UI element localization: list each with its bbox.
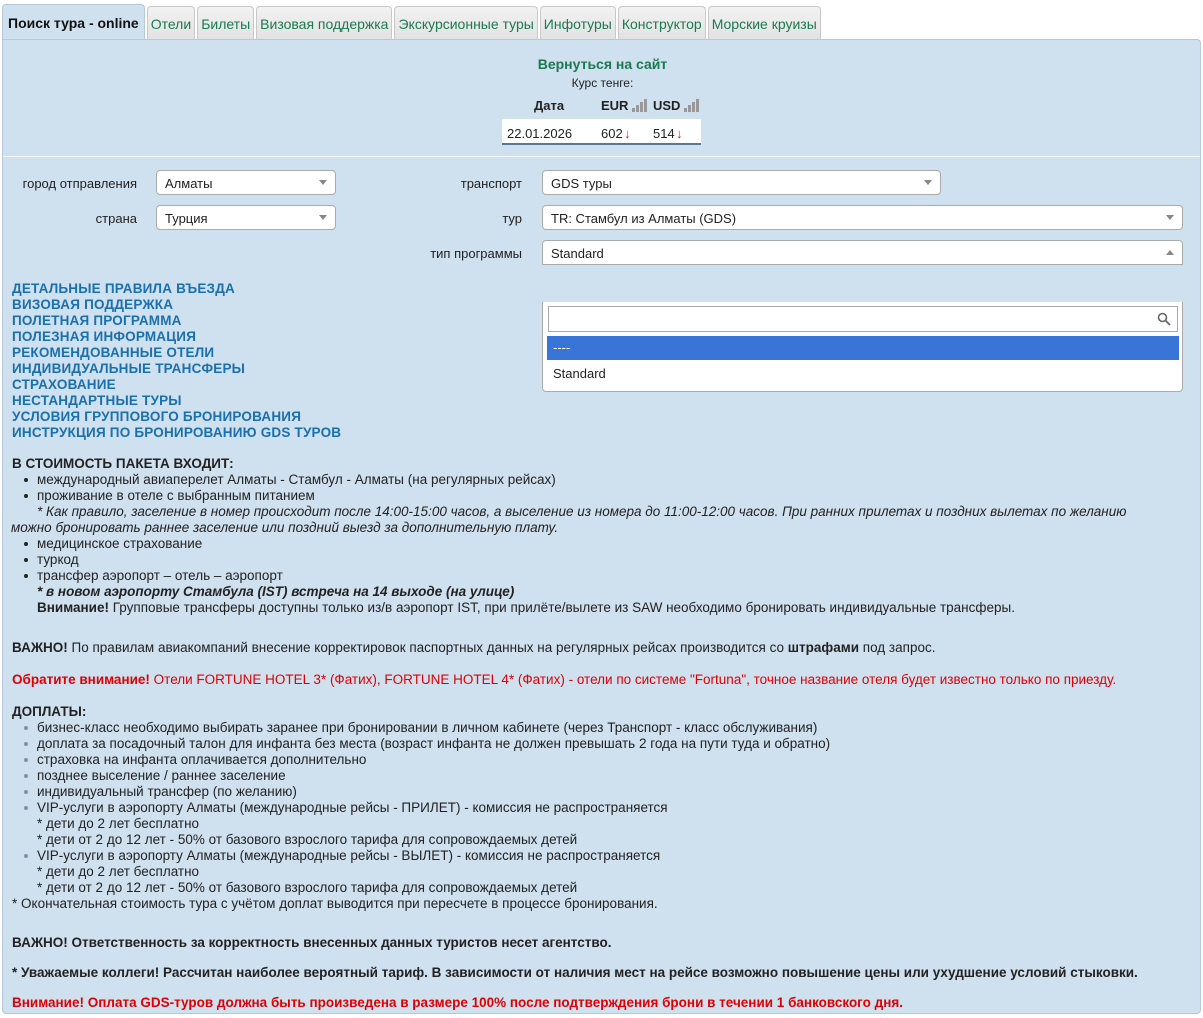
chevron-down-icon xyxy=(319,215,327,220)
country-select[interactable] xyxy=(156,205,336,230)
tab-constructor[interactable]: Конструктор xyxy=(618,6,706,40)
link-useful-info[interactable]: ПОЛЕЗНАЯ ИНФОРМАЦИЯ xyxy=(12,329,197,344)
link-entry-rules[interactable]: ДЕТАЛЬНЫЕ ПРАВИЛА ВЪЕЗДА xyxy=(12,281,235,296)
list-item xyxy=(20,800,830,848)
package-list xyxy=(11,472,1127,616)
program-type-value: Standard xyxy=(551,246,604,261)
important-text-end: под запрос. xyxy=(859,640,936,655)
tour-label: тур xyxy=(502,211,522,226)
tab-excursion-tours[interactable]: Экскурсионные туры xyxy=(394,6,537,40)
transport-label: транспорт xyxy=(460,176,522,191)
list-item: индивидуальный трансфер (по желанию) xyxy=(20,784,830,800)
program-type-select[interactable] xyxy=(542,240,1183,265)
country-label: страна xyxy=(95,211,137,226)
info-links xyxy=(12,281,341,441)
search-icon xyxy=(1157,312,1171,326)
important-passport-note xyxy=(12,640,935,656)
tab-tour-search[interactable]: Поиск тура - online xyxy=(2,4,145,40)
rate-usd-value: 514 xyxy=(653,126,675,141)
important-label: ВАЖНО! xyxy=(12,640,68,655)
attention-label: Внимание! xyxy=(37,600,109,615)
list-item xyxy=(20,568,1126,616)
list-item: доплата за посадочный талон для инфанта без места (возраст инфанта не должен превышать 2 года на пути туда и обратно) xyxy=(20,736,830,752)
chevron-down-icon xyxy=(319,180,327,185)
dropdown-option-empty[interactable]: ---- xyxy=(547,336,1179,360)
list-item: туркод xyxy=(20,552,1126,568)
exchange-rate-table xyxy=(501,90,702,146)
extras-section xyxy=(12,704,830,912)
tab-tickets[interactable]: Билеты xyxy=(197,6,254,40)
link-visa-support[interactable]: ВИЗОВАЯ ПОДДЕРЖКА xyxy=(12,297,174,312)
tour-select[interactable] xyxy=(542,205,1183,230)
chevron-down-icon xyxy=(924,180,932,185)
list-item xyxy=(11,488,1127,536)
important-bold: штрафами xyxy=(787,640,860,655)
vip-arrival-sub2: * дети от 2 до 12 лет - 50% от базового взрослого тарифа для сопровождаемых детей xyxy=(37,832,578,847)
package-heading: В СТОИМОСТЬ ПАКЕТА ВХОДИТ: xyxy=(12,456,234,471)
notice-label: Обратите внимание! xyxy=(12,672,150,687)
city-select[interactable] xyxy=(156,170,336,195)
hotel-note-line2: можно бронировать раннее заселение или поздний выезд за дополнительную плату. xyxy=(11,520,559,535)
program-type-dropdown xyxy=(542,302,1183,392)
transfer-item-text: трансфер аэропорт – отель – аэропорт xyxy=(37,568,283,583)
important-text: По правилам авиакомпаний внесение корректировок паспортных данных на регулярных рейсах производится со xyxy=(67,640,788,655)
link-individual-transfers[interactable]: ИНДИВИДУАЛЬНЫЕ ТРАНСФЕРЫ xyxy=(12,361,246,376)
hotel-item-text: проживание в отеле с выбранным питанием xyxy=(37,488,315,503)
country-value: Турция xyxy=(165,211,208,226)
chevron-up-icon xyxy=(1166,250,1174,255)
tab-visa-support[interactable]: Визовая поддержка xyxy=(256,6,392,40)
rate-date: 22.01.2026 xyxy=(507,126,573,141)
eur-down-arrow-icon: ↓ xyxy=(624,126,631,141)
back-to-site-link[interactable]: Вернуться на сайт xyxy=(537,56,668,72)
tab-infotours[interactable]: Инфотуры xyxy=(540,6,616,40)
vip-departure-sub2: * дети от 2 до 12 лет - 50% от базового взрослого тарифа для сопровождаемых детей xyxy=(37,880,578,895)
hotel-note-line1: * Как правило, заселение в номер происходит после 14:00-15:00 часов, а выселение из номера до 11:00-12:00 часов. При ранних прилетах и поздних вылетах по желанию xyxy=(37,504,1127,519)
link-non-standard-tours[interactable]: НЕСТАНДАРТНЫЕ ТУРЫ xyxy=(12,393,182,408)
fortune-hotels-notice xyxy=(12,672,1116,688)
tour-value: TR: Стамбул из Алматы (GDS) xyxy=(551,211,737,226)
main-panel xyxy=(2,39,1201,1014)
usd-down-arrow-icon: ↓ xyxy=(676,126,683,141)
vip-departure-sub1: * дети до 2 лет бесплатно xyxy=(37,864,200,879)
tab-sea-cruises[interactable]: Морские круизы xyxy=(708,6,821,40)
exchange-rate-label: Курс тенге: xyxy=(571,76,634,90)
list-item: бизнес-класс необходимо выбирать заранее при бронировании в личном кабинете (через Транспорт - класс обслуживания) xyxy=(20,720,830,736)
extras-final-note: * Окончательная стоимость тура с учётом доплат выводится при пересчете в процессе бронирования. xyxy=(12,896,658,911)
package-section xyxy=(12,456,1126,616)
eur-chart-icon[interactable] xyxy=(632,98,648,112)
transport-select[interactable] xyxy=(542,170,941,195)
rate-col-eur: EUR xyxy=(601,98,629,113)
rate-eur-value: 602 xyxy=(601,126,623,141)
transfer-note: * в новом аэропорту Стамбула (IST) встреча на 14 выходе (на улице) xyxy=(37,584,515,599)
link-insurance[interactable]: СТРАХОВАНИЕ xyxy=(12,377,116,392)
link-flight-program[interactable]: ПОЛЕТНАЯ ПРОГРАММА xyxy=(12,313,182,328)
extras-heading: ДОПЛАТЫ: xyxy=(12,704,87,719)
notice-text: Отели FORTUNE HOTEL 3* (Фатих), FORTUNE HOTEL 4* (Фатих) - отели по системе "Fortuna", точное название отеля будет известно только по приезду. xyxy=(149,672,1117,687)
vip-departure-text: VIP-услуги в аэропорту Алматы (международные рейсы - ВЫЛЕТ) - комиссия не распространяется xyxy=(37,848,661,863)
dropdown-option-standard[interactable]: Standard xyxy=(553,366,606,381)
extras-list xyxy=(20,720,830,896)
list-item: страховка на инфанта оплачивается дополнительно xyxy=(20,752,830,768)
city-label: город отправления xyxy=(22,176,137,191)
chevron-down-icon xyxy=(1166,215,1174,220)
link-gds-instructions[interactable]: ИНСТРУКЦИЯ ПО БРОНИРОВАНИЮ GDS ТУРОВ xyxy=(12,425,342,440)
rate-col-date: Дата xyxy=(534,98,565,113)
responsibility-note: ВАЖНО! Ответственность за корректность внесенных данных туристов несет агентство. xyxy=(12,935,612,950)
dropdown-search-input[interactable] xyxy=(548,306,1178,332)
link-recommended-hotels[interactable]: РЕКОМЕНДОВАННЫЕ ОТЕЛИ xyxy=(12,345,215,360)
payment-warning: Внимание! Оплата GDS-туров должна быть произведена в размере 100% после подтверждения брони в течении 1 банковского дня. xyxy=(12,995,903,1010)
rate-table-header xyxy=(502,91,701,119)
list-item xyxy=(20,848,830,896)
usd-chart-icon[interactable] xyxy=(684,98,700,112)
tab-bar xyxy=(2,4,823,40)
vip-arrival-sub1: * дети до 2 лет бесплатно xyxy=(37,816,200,831)
tab-hotels[interactable]: Отели xyxy=(147,6,195,40)
colleagues-note: * Уважаемые коллеги! Рассчитан наиболее вероятный тариф. В зависимости от наличия мест на рейсе возможно повышение цены или ухудшение условий стыковки. xyxy=(12,965,1138,980)
transfer-attention xyxy=(37,600,1126,616)
program-type-label: тип программы xyxy=(430,246,522,261)
link-group-booking[interactable]: УСЛОВИЯ ГРУППОВОГО БРОНИРОВАНИЯ xyxy=(12,409,302,424)
vip-arrival-text: VIP-услуги в аэропорту Алматы (международные рейсы - ПРИЛЕТ) - комиссия не распространяется xyxy=(37,800,668,815)
list-item: позднее выселение / раннее заселение xyxy=(20,768,830,784)
rate-table-underline xyxy=(502,143,701,145)
list-item: международный авиаперелет Алматы - Стамбул - Алматы (на регулярных рейсах) xyxy=(20,472,1126,488)
section-divider xyxy=(3,156,1200,157)
rate-col-usd: USD xyxy=(653,98,681,113)
transport-value: GDS туры xyxy=(551,176,612,191)
attention-text: Групповые трансферы доступны только из/в аэропорт IST, при прилёте/вылете из SAW необходимо бронировать индивидуальные трансферы. xyxy=(108,600,1015,615)
hotel-note xyxy=(11,504,1126,536)
list-item: медицинское страхование xyxy=(20,536,1126,552)
city-value: Алматы xyxy=(165,176,213,191)
